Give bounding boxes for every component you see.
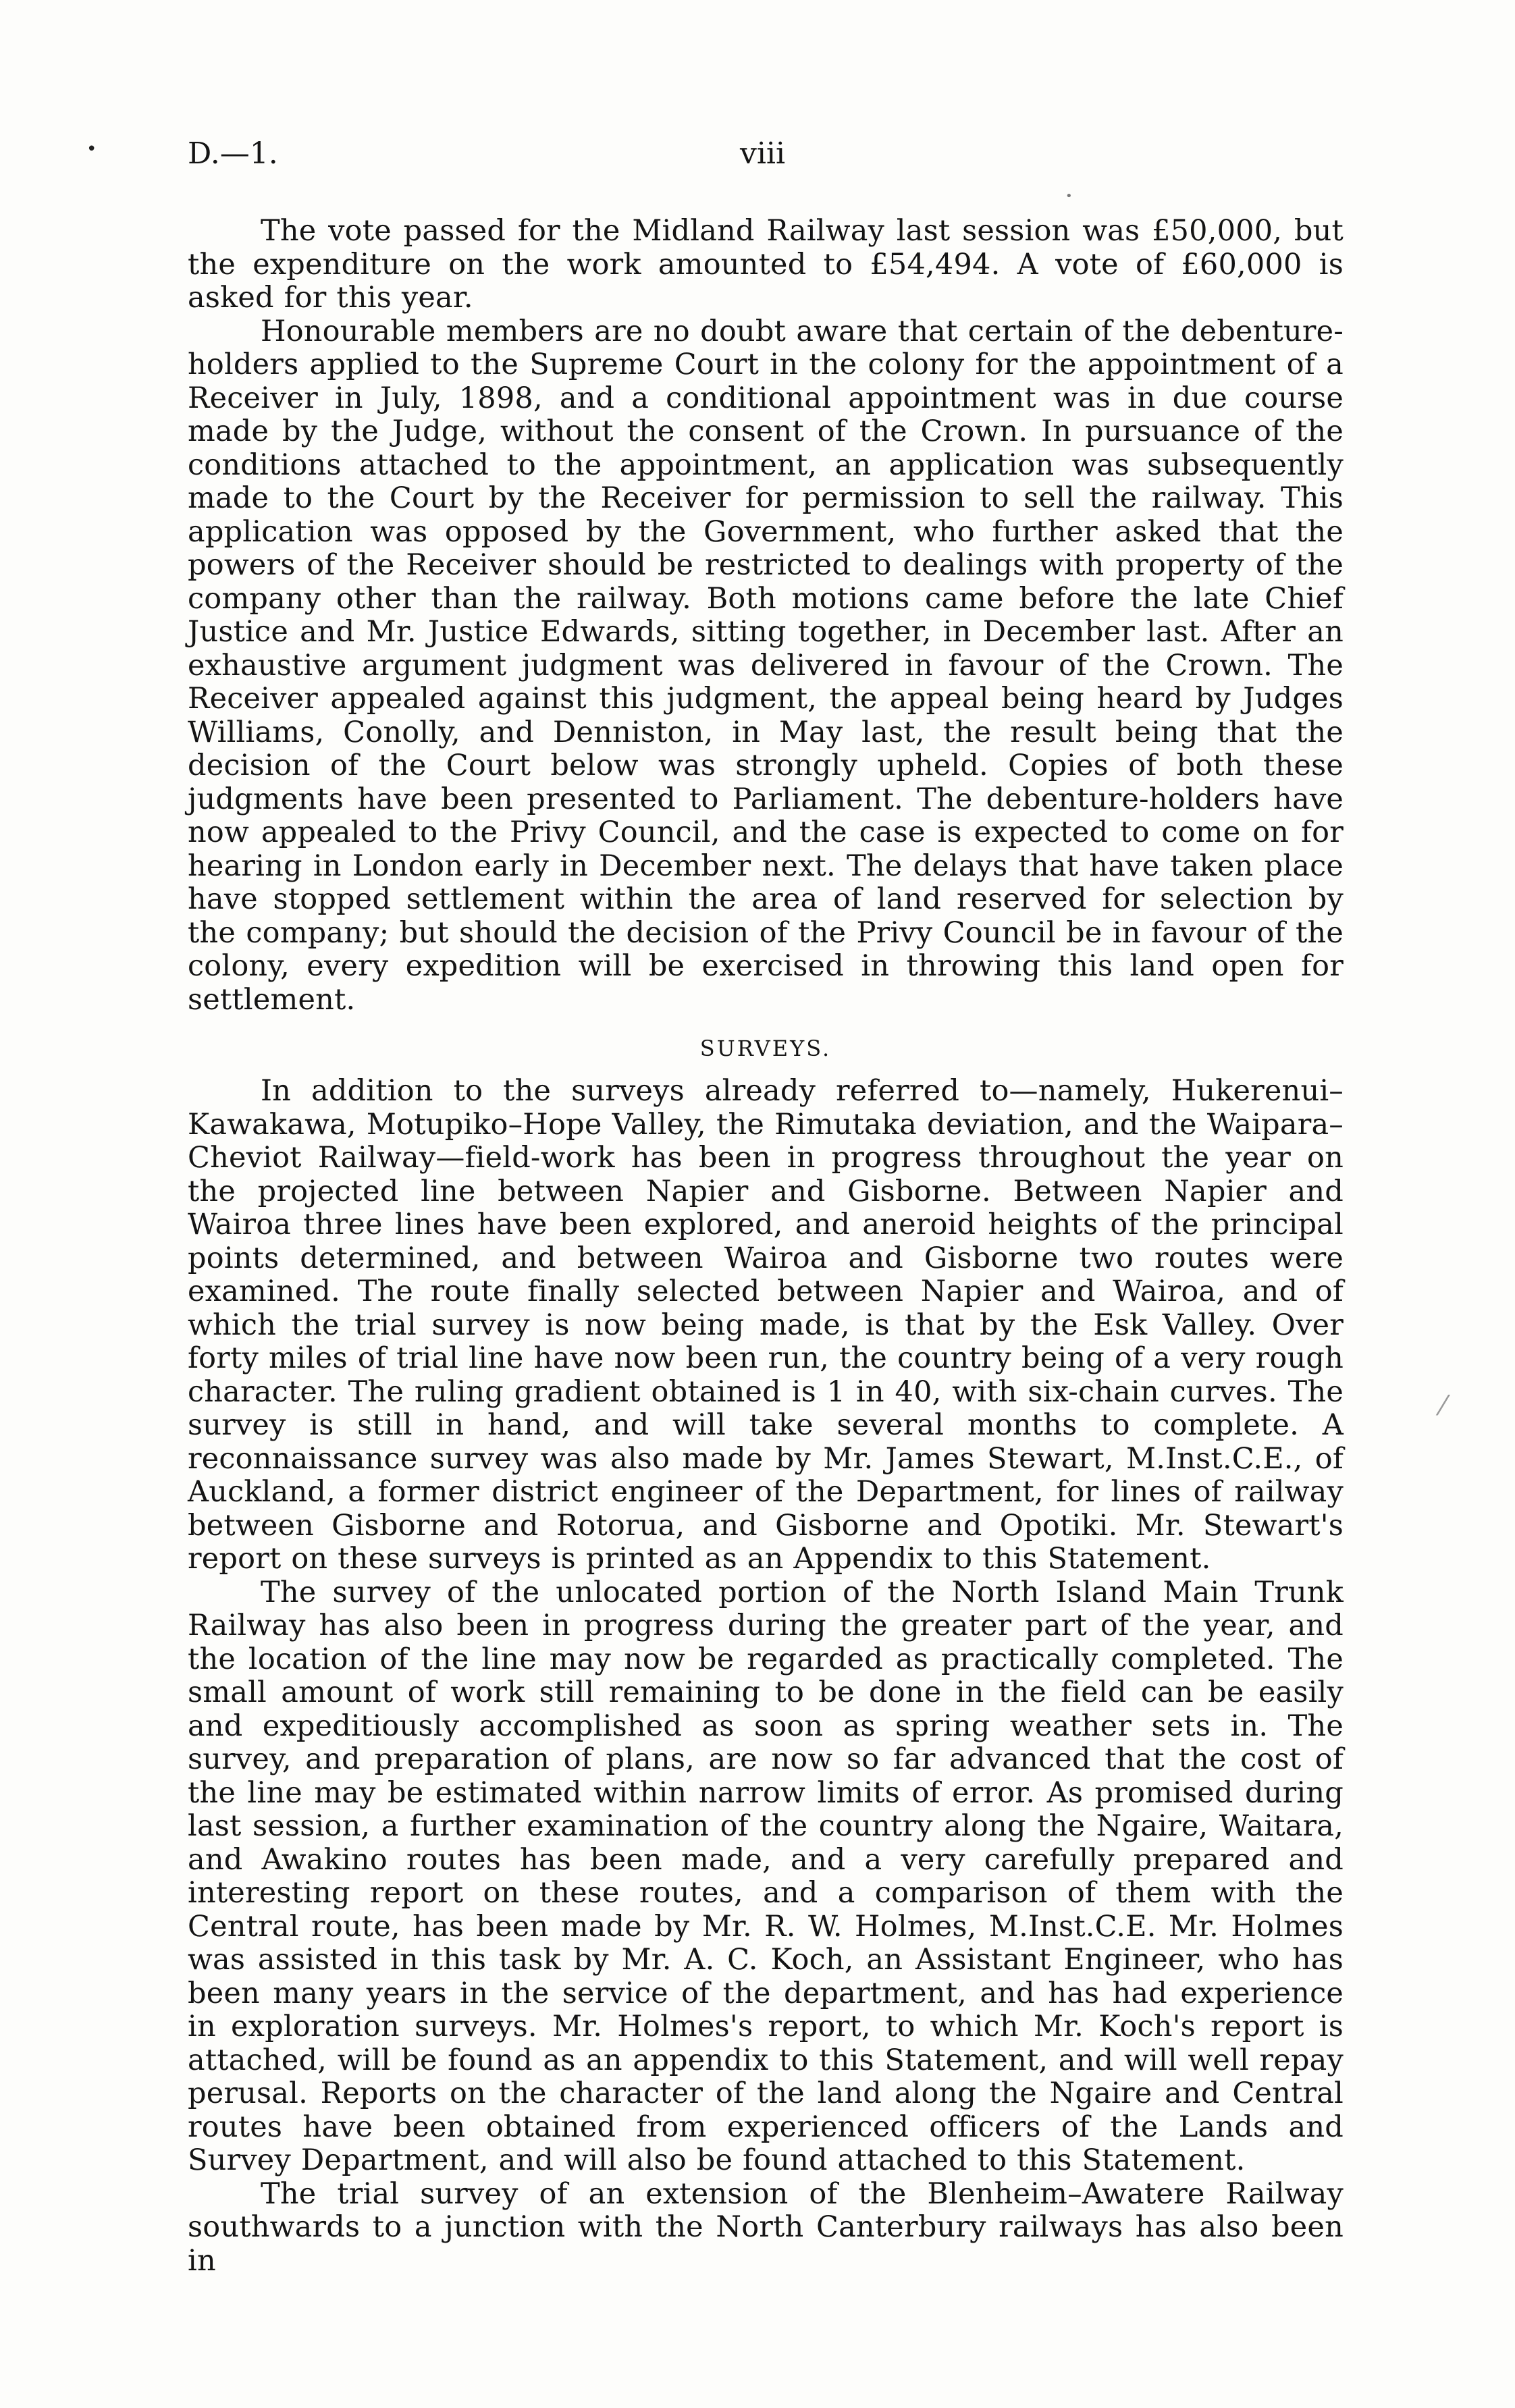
blenheim-awatere-survey-paragraph: The trial survey of an extension of the Blenheim–Awatere Railway southwards to a junction with the North Canterbury railways has also been in [188,2176,1344,2278]
document-reference: D.—1. [188,136,278,171]
main-trunk-survey-paragraph: The survey of the unlocated portion of the North Island Main Trunk Railway has also been in progress during the greater part of the year, and the location of the line may now be regarded as practically completed. The small amount of work still remaining to be done in the field can be easily and expeditiously accomplished as soon as spring weather sets in. The survey, and preparation of plans, are now so far advanced that the cost of the line may be estimated within narrow limits of error. As promised during last session, a further examination of the country along the Ngaire, Waitara, and Awakino routes has been made, and a very carefully prepared and interesting report on these routes, and a comparison of them with the Central route, has been made by Mr. R. W. Holmes, M.Inst.C.E. Mr. Holmes was assisted in this task by Mr. A. C. Koch, an Assistant Engineer, who has been many years in the service of the department, and has had experience in exploration surveys. Mr. Holmes's report, to which Mr. Koch's report is attached, will be found as an appendix to this Statement, and will well repay perusal. Reports on the character of the land along the Ngaire and Central routes have been obtained from experienced officers of the Lands and Survey Department, and will also be found attached to this Statement. [188,1575,1344,2177]
scan-speck: • [86,139,97,159]
scan-speck: ⁄ [1441,1391,1445,1422]
body-text [188,215,1344,2278]
scan-speck: • [1065,189,1073,203]
page-header [188,134,1344,174]
receiver-appeal-paragraph: Honourable members are no doubt aware that certain of the debenture-holders applied to the Supreme Court in the colony for the appointment of a Receiver in July, 1898, and a conditional appointment was in due course made by the Judge, without the consent of the Crown. In pursuance of the conditions attached to the appointment, an application was subsequently made to the Court by the Receiver for permission to sell the railway. This application was opposed by the Government, who further asked that the powers of the Receiver should be restricted to dealings with property of the company other than the railway. Both motions came before the late Chief Justice and Mr. Justice Edwards, sitting together, in December last. After an exhaustive argument judgment was delivered in favour of the Crown. The Receiver appealed against this judgment, the appeal being heard by Judges Williams, Conolly, and Denniston, in May last, the result being that the decision of the Court below was strongly upheld. Copies of both these judgments have been presented to Parliament. The debenture-holders have now appealed to the Privy Council, and the case is expected to come on for hearing in London early in December next. The delays that have taken place have stopped settlement within the area of land reserved for selection by the company; but should the decision of the Privy Council be in favour of the colony, every expedition will be exercised in throwing this land open for settlement. [188,314,1344,1017]
midland-vote-paragraph: The vote passed for the Midland Railway last session was £50,000, but the expenditure on the work amounted to £54,494. A vote of £60,000 is asked for this year. [188,214,1344,315]
surveys-heading: SURVEYS. [699,1036,832,1061]
napier-gisborne-survey-paragraph: In addition to the surveys already referred to—namely, Hukerenui–Kawakawa, Motupiko–Hope Valley, the Rimutaka deviation, and the Waipara–Cheviot Railway—field-work has been in progress throughout the year on the projected line between Napier and Gisborne. Between Napier and Wairoa three lines have been explored, and aneroid heights of the principal points determined, and between Wairoa and Gisborne two routes were examined. The route finally selected between Napier and Wairoa, and of which the trial survey is now being made, is that by the Esk Valley. Over forty miles of trial line have now been run, the country being of a very rough character. The ruling gradient obtained is 1 in 40, with six-chain curves. The survey is still in hand, and will take several months to complete. A reconnaissance survey was also made by Mr. James Stewart, M.Inst.C.E., of Auckland, a former district engineer of the Department, for lines of railway between Gisborne and Rotorua, and Gisborne and Opotiki. Mr. Stewart's report on these surveys is printed as an Appendix to this Statement. [188,1074,1344,1576]
page-number: viii [740,136,786,171]
